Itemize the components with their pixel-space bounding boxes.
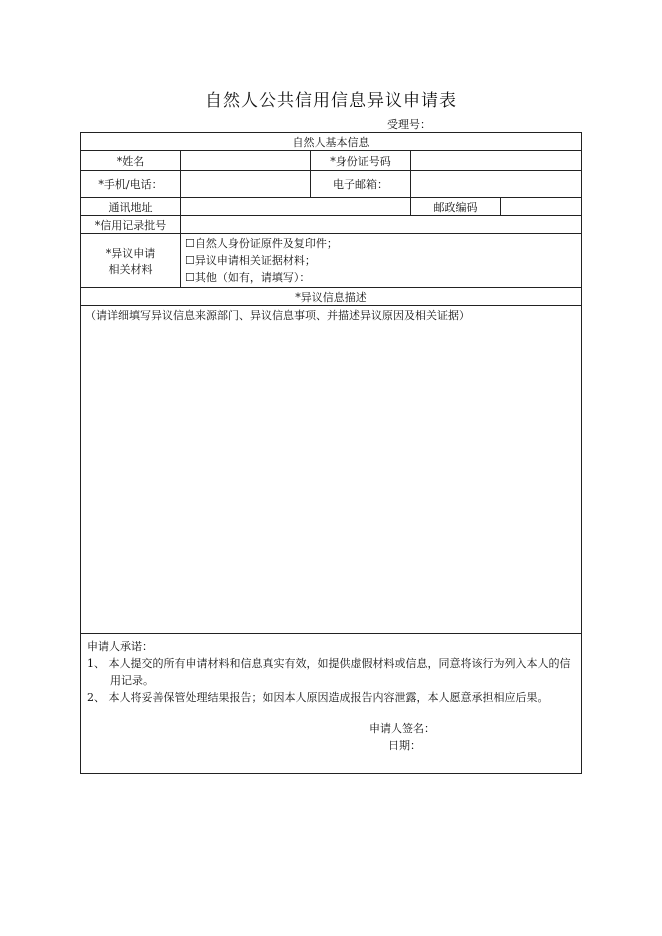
name-field[interactable] [181,151,311,171]
materials-option-label: 其他（如有，请填写）： [194,271,311,284]
signature-block [87,720,575,754]
pledge-item: 1、 本人提交的所有申请材料和信息真实有效，如提供虚假材料或信息，同意将该行为列入本人的信用记录。 [87,657,571,687]
checkbox-icon[interactable]: ☐ [185,271,195,284]
postcode-label: 邮政编码 [411,198,501,216]
materials-label-line1: *异议申请 [105,246,156,260]
date-label[interactable]: 日期： [388,739,421,752]
credit-record-field[interactable] [181,216,582,234]
section-basic-info: 自然人基本信息 [81,133,582,151]
checkbox-icon[interactable]: ☐ [185,237,195,250]
email-field[interactable] [411,171,582,198]
materials-option-label: 异议申请相关证据材料； [194,254,316,267]
checkbox-icon[interactable]: ☐ [185,254,195,267]
materials-option-label: 自然人身份证原件及复印件； [194,237,338,250]
pledge-heading: 申请人承诺： [87,640,153,653]
id-number-label: *身份证号码 [311,151,411,171]
id-number-field[interactable] [411,151,582,171]
signature-label[interactable]: 申请人签名： [369,722,435,735]
application-form-table [80,132,582,774]
section-dispute-description: *异议信息描述 [81,288,582,306]
form-title: 自然人公共信用信息异议申请表 [205,91,457,111]
materials-options [181,234,582,288]
address-label: 通讯地址 [81,198,181,216]
pledge-item: 2、 本人将妥善保管处理结果报告；如因本人原因造成报告内容泄露，本人愿意承担相应后果。 [87,691,549,704]
email-label: 电子邮箱： [311,171,411,198]
postcode-field[interactable] [501,198,582,216]
phone-field[interactable] [181,171,311,198]
address-field[interactable] [181,198,411,216]
materials-option[interactable] [185,269,577,286]
phone-label: *手机/电话： [81,171,181,198]
dispute-description-field[interactable] [81,306,582,634]
materials-label [81,234,181,288]
applicant-pledge [81,634,582,774]
materials-option[interactable] [185,235,577,252]
materials-label-line2: 相关材料 [108,262,153,276]
materials-option[interactable] [185,252,577,269]
dispute-description-hint: （请详细填写异议信息来源部门、异议信息事项、并描述异议原因及相关证据） [85,309,470,322]
credit-record-label: *信用记录批号 [81,216,181,234]
receipt-number-label: 受理号： [387,118,431,131]
name-label: *姓名 [81,151,181,171]
